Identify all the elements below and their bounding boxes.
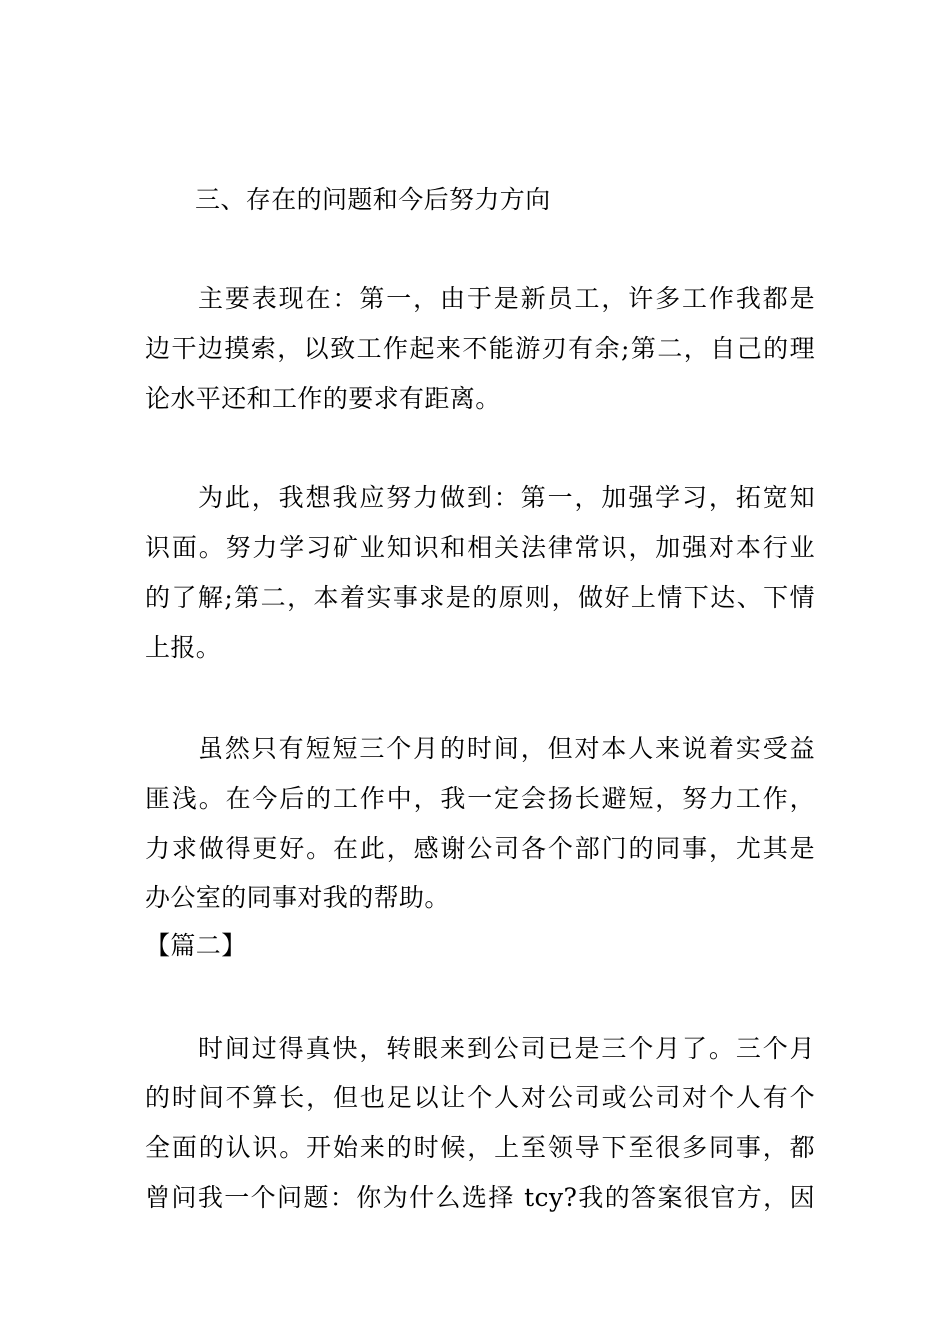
paragraph-line: 为此，我想我应努力做到：第一，加强学习，拓宽知 — [198, 483, 815, 512]
paragraph-line: 办公室的同事对我的帮助。 — [145, 883, 450, 912]
paragraph-line: 论水平还和工作的要求有距离。 — [145, 384, 501, 413]
paragraph-line: 匪浅。在今后的工作中，我一定会扬长避短，努力工作， — [145, 784, 815, 813]
paragraph-line: 主要表现在：第一，由于是新员工，许多工作我都是 — [198, 284, 815, 313]
paragraph-line: 全面的认识。开始来的时候，上至领导下至很多同事，都 — [145, 1133, 815, 1162]
paragraph-line: 边干边摸索，以致工作起来不能游刃有余;第二，自己的理 — [145, 334, 815, 363]
paragraph-line: 识面。努力学习矿业知识和相关法律常识，加强对本行业 — [145, 533, 815, 562]
paragraph-line: 力求做得更好。在此，感谢公司各个部门的同事，尤其是 — [145, 834, 815, 863]
part-label: 【篇二】 — [145, 931, 247, 960]
paragraph-line: 曾问我一个问题：你为什么选择 tcy?我的答案很官方，因 — [145, 1183, 815, 1212]
paragraph-line: 虽然只有短短三个月的时间，但对本人来说着实受益 — [198, 734, 815, 763]
paragraph-line: 的时间不算长，但也足以让个人对公司或公司对个人有个 — [145, 1083, 815, 1112]
paragraph-line: 时间过得真快，转眼来到公司已是三个月了。三个月 — [198, 1034, 815, 1063]
paragraph-line: 的了解;第二，本着实事求是的原则，做好上情下达、下情 — [145, 583, 815, 612]
section-heading: 三、存在的问题和今后努力方向 — [195, 185, 551, 214]
paragraph-line: 上报。 — [145, 633, 222, 662]
